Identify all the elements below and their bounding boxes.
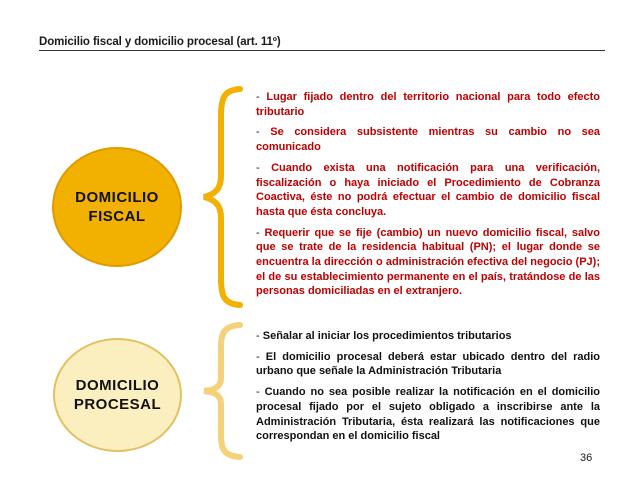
bullet-dash: -	[256, 350, 266, 363]
item-text: Requerir que se fije (cambio) un nuevo domicilio fiscal, salvo que se trate de la residencia habitual (PN); el lugar donde se encuentra la dirección o administración efectiva del negocio (PJ); el de su establecimiento permanente en el país, tratándose de las personas domiciliadas en el extranjero.	[256, 226, 600, 298]
domicilio-fiscal-label	[75, 188, 159, 226]
bullet-dash: -	[256, 161, 272, 174]
list-item	[256, 385, 600, 444]
item-text: Cuando no sea posible realizar la notificación en el domicilio procesal fijado por el sujeto obligado a inscribirse ante la Administración Tributaria, ésta realizará las notificaciones que correspondan en el domicilio fiscal	[256, 386, 600, 443]
list-item	[256, 161, 600, 220]
page-number: 36	[580, 452, 593, 464]
item-text: Lugar fijado dentro del territorio nacional para todo efecto tributario	[256, 91, 600, 118]
item-text: El domicilio procesal deberá estar ubicado dentro del radio urbano que señale la Administración Tributaria	[256, 350, 600, 378]
oval-label-line: FISCAL	[88, 208, 146, 225]
list-item	[256, 125, 600, 154]
bullet-dash: -	[256, 226, 265, 239]
domicilio-procesal-label	[74, 376, 161, 414]
oval-label-line: DOMICILIO	[75, 189, 159, 206]
list-item	[256, 350, 600, 379]
procesal-brace-icon	[200, 322, 244, 460]
item-text: Cuando exista una notificación para una verificación, fiscalización o haya iniciado el Procedimiento de Cobranza Coactiva, éste no podrá efectuar el cambio de domicilio fiscal hasta que ésta concluya.	[256, 161, 600, 218]
list-item	[256, 226, 600, 300]
domicilio-procesal-oval	[53, 338, 182, 452]
procesal-items-list	[256, 329, 600, 450]
domicilio-fiscal-oval	[52, 147, 182, 267]
bullet-dash: -	[256, 330, 263, 342]
list-item	[256, 90, 600, 119]
fiscal-brace-icon	[200, 86, 244, 308]
slide-title: Domicilio fiscal y domicilio procesal (art. 11º)	[39, 36, 605, 51]
item-text: Se considera subsistente mientras su cambio no sea comunicado	[256, 126, 600, 154]
bullet-dash: -	[256, 91, 267, 103]
bullet-dash: -	[256, 386, 265, 399]
oval-label-line: DOMICILIO	[75, 377, 160, 394]
item-text: Señalar al iniciar los procedimientos tributarios	[262, 330, 512, 342]
oval-label-line: PROCESAL	[73, 396, 162, 413]
list-item	[256, 329, 600, 344]
fiscal-items-list	[256, 90, 600, 305]
bullet-dash: -	[256, 126, 271, 139]
